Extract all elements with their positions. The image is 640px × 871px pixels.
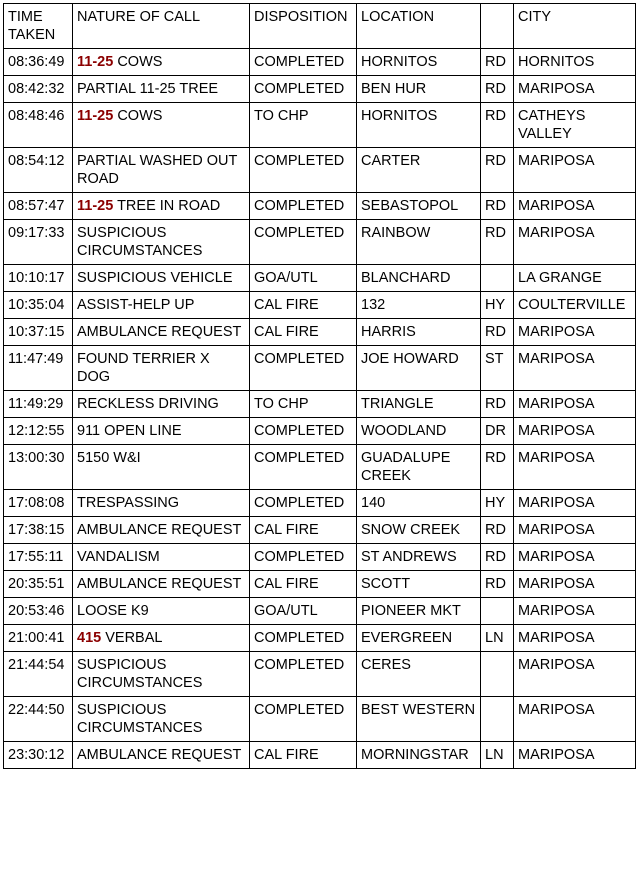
cell-location: HARRIS	[357, 319, 481, 346]
cell-time-taken: 23:30:12	[4, 742, 73, 769]
cell-city: MARIPOSA	[514, 220, 636, 265]
cell-disposition: COMPLETED	[250, 76, 357, 103]
table-row	[4, 490, 636, 517]
cell-nature-of-call	[73, 103, 250, 148]
cell-city: MARIPOSA	[514, 544, 636, 571]
table-row	[4, 625, 636, 652]
call-description: COWS	[113, 54, 163, 70]
cell-street-suffix: RD	[481, 544, 514, 571]
cell-location: WOODLAND	[357, 418, 481, 445]
cell-nature-of-call	[73, 292, 250, 319]
header-nature-of-call: NATURE OF CALL	[73, 4, 250, 49]
cell-street-suffix: DR	[481, 418, 514, 445]
cell-disposition: GOA/UTL	[250, 598, 357, 625]
cell-nature-of-call	[73, 76, 250, 103]
cell-city: MARIPOSA	[514, 148, 636, 193]
call-log-table	[3, 3, 636, 769]
header-row	[4, 4, 636, 49]
cell-disposition: CAL FIRE	[250, 742, 357, 769]
cell-city: MARIPOSA	[514, 391, 636, 418]
cell-time-taken: 09:17:33	[4, 220, 73, 265]
cell-city: MARIPOSA	[514, 418, 636, 445]
cell-street-suffix	[481, 265, 514, 292]
cell-nature-of-call	[73, 319, 250, 346]
cell-city: MARIPOSA	[514, 346, 636, 391]
cell-nature-of-call	[73, 49, 250, 76]
cell-location: EVERGREEN	[357, 625, 481, 652]
cell-disposition: TO CHP	[250, 391, 357, 418]
cell-time-taken: 20:53:46	[4, 598, 73, 625]
cell-street-suffix: RD	[481, 319, 514, 346]
call-description: PARTIAL WASHED OUT ROAD	[77, 153, 242, 187]
cell-location: SCOTT	[357, 571, 481, 598]
cell-street-suffix: LN	[481, 742, 514, 769]
cell-nature-of-call	[73, 598, 250, 625]
table-row	[4, 346, 636, 391]
call-description: LOOSE K9	[77, 603, 149, 619]
header-street-suffix	[481, 4, 514, 49]
cell-nature-of-call	[73, 346, 250, 391]
cell-disposition: GOA/UTL	[250, 265, 357, 292]
cell-street-suffix: LN	[481, 625, 514, 652]
table-row	[4, 76, 636, 103]
cell-disposition: COMPLETED	[250, 652, 357, 697]
call-description: SUSPICIOUS CIRCUMSTANCES	[77, 702, 203, 736]
cell-location: CARTER	[357, 148, 481, 193]
cell-nature-of-call	[73, 391, 250, 418]
table-row	[4, 193, 636, 220]
cell-location: GUADALUPE CREEK	[357, 445, 481, 490]
cell-city: MARIPOSA	[514, 742, 636, 769]
table-row	[4, 742, 636, 769]
table-row	[4, 319, 636, 346]
cell-location: CERES	[357, 652, 481, 697]
cell-city: MARIPOSA	[514, 319, 636, 346]
call-description: ASSIST-HELP UP	[77, 297, 195, 313]
table-row	[4, 391, 636, 418]
cell-city: MARIPOSA	[514, 76, 636, 103]
cell-location: HORNITOS	[357, 49, 481, 76]
cell-nature-of-call	[73, 445, 250, 490]
header-time-taken: TIME TAKEN	[4, 4, 73, 49]
cell-street-suffix: HY	[481, 490, 514, 517]
cell-location: BEST WESTERN	[357, 697, 481, 742]
cell-location: PIONEER MKT	[357, 598, 481, 625]
cell-city: COULTERVILLE	[514, 292, 636, 319]
table-row	[4, 445, 636, 490]
table-row	[4, 544, 636, 571]
cell-street-suffix: ST	[481, 346, 514, 391]
cell-street-suffix: RD	[481, 445, 514, 490]
table-row	[4, 652, 636, 697]
cell-location: JOE HOWARD	[357, 346, 481, 391]
call-description: SUSPICIOUS CIRCUMSTANCES	[77, 225, 203, 259]
table-row	[4, 697, 636, 742]
cell-street-suffix: RD	[481, 49, 514, 76]
table-row	[4, 571, 636, 598]
cell-disposition: TO CHP	[250, 103, 357, 148]
cell-disposition: COMPLETED	[250, 148, 357, 193]
table-row	[4, 49, 636, 76]
call-description: VANDALISM	[77, 549, 160, 565]
cell-nature-of-call	[73, 571, 250, 598]
cell-disposition: COMPLETED	[250, 49, 357, 76]
call-description: SUSPICIOUS VEHICLE	[77, 270, 233, 286]
cell-disposition: COMPLETED	[250, 445, 357, 490]
cell-street-suffix: RD	[481, 148, 514, 193]
cell-street-suffix: RD	[481, 571, 514, 598]
cell-location: BEN HUR	[357, 76, 481, 103]
table-row	[4, 418, 636, 445]
cell-nature-of-call	[73, 742, 250, 769]
header-disposition: DISPOSITION	[250, 4, 357, 49]
cell-city: LA GRANGE	[514, 265, 636, 292]
cell-street-suffix: RD	[481, 193, 514, 220]
cell-location: ST ANDREWS	[357, 544, 481, 571]
cell-time-taken: 08:42:32	[4, 76, 73, 103]
cell-city: MARIPOSA	[514, 697, 636, 742]
cell-nature-of-call	[73, 193, 250, 220]
cell-time-taken: 11:49:29	[4, 391, 73, 418]
cell-location: MORNINGSTAR	[357, 742, 481, 769]
cell-disposition: CAL FIRE	[250, 517, 357, 544]
cell-street-suffix	[481, 598, 514, 625]
call-description: TRESPASSING	[77, 495, 180, 511]
cell-location: TRIANGLE	[357, 391, 481, 418]
cell-time-taken: 08:36:49	[4, 49, 73, 76]
cell-nature-of-call	[73, 418, 250, 445]
cell-time-taken: 17:38:15	[4, 517, 73, 544]
call-code: 11-25	[77, 108, 114, 124]
cell-time-taken: 12:12:55	[4, 418, 73, 445]
table-row	[4, 265, 636, 292]
cell-city: MARIPOSA	[514, 625, 636, 652]
cell-street-suffix: RD	[481, 76, 514, 103]
cell-disposition: CAL FIRE	[250, 292, 357, 319]
cell-nature-of-call	[73, 148, 250, 193]
call-code: 415	[77, 630, 102, 646]
cell-nature-of-call	[73, 220, 250, 265]
cell-disposition: COMPLETED	[250, 220, 357, 265]
cell-location: BLANCHARD	[357, 265, 481, 292]
cell-time-taken: 17:55:11	[4, 544, 73, 571]
call-description: AMBULANCE REQUEST	[77, 324, 242, 340]
cell-city: MARIPOSA	[514, 598, 636, 625]
cell-street-suffix: RD	[481, 391, 514, 418]
cell-nature-of-call	[73, 517, 250, 544]
cell-disposition: COMPLETED	[250, 544, 357, 571]
call-description: TREE IN ROAD	[113, 198, 221, 214]
call-description: COWS	[113, 108, 163, 124]
cell-time-taken: 08:57:47	[4, 193, 73, 220]
cell-time-taken: 22:44:50	[4, 697, 73, 742]
cell-city: CATHEYS VALLEY	[514, 103, 636, 148]
cell-time-taken: 11:47:49	[4, 346, 73, 391]
cell-location: 140	[357, 490, 481, 517]
table-row	[4, 103, 636, 148]
cell-city: MARIPOSA	[514, 571, 636, 598]
cell-city: MARIPOSA	[514, 517, 636, 544]
call-description: AMBULANCE REQUEST	[77, 576, 242, 592]
cell-time-taken: 10:35:04	[4, 292, 73, 319]
cell-city: HORNITOS	[514, 49, 636, 76]
call-description: FOUND TERRIER X DOG	[77, 351, 214, 385]
table-row	[4, 598, 636, 625]
cell-street-suffix	[481, 652, 514, 697]
cell-location: RAINBOW	[357, 220, 481, 265]
cell-time-taken: 08:48:46	[4, 103, 73, 148]
cell-disposition: COMPLETED	[250, 625, 357, 652]
cell-city: MARIPOSA	[514, 445, 636, 490]
cell-disposition: COMPLETED	[250, 697, 357, 742]
cell-nature-of-call	[73, 490, 250, 517]
header-location: LOCATION	[357, 4, 481, 49]
table-row	[4, 148, 636, 193]
cell-street-suffix: RD	[481, 517, 514, 544]
cell-time-taken: 20:35:51	[4, 571, 73, 598]
cell-street-suffix	[481, 697, 514, 742]
cell-nature-of-call	[73, 265, 250, 292]
call-description: RECKLESS DRIVING	[77, 396, 219, 412]
cell-nature-of-call	[73, 544, 250, 571]
cell-nature-of-call	[73, 625, 250, 652]
cell-location: 132	[357, 292, 481, 319]
call-description: 911 OPEN LINE	[77, 423, 182, 439]
cell-disposition: COMPLETED	[250, 490, 357, 517]
cell-disposition: CAL FIRE	[250, 571, 357, 598]
table-row	[4, 220, 636, 265]
call-description: VERBAL	[101, 630, 163, 646]
table-row	[4, 517, 636, 544]
cell-time-taken: 10:37:15	[4, 319, 73, 346]
cell-city: MARIPOSA	[514, 193, 636, 220]
cell-city: MARIPOSA	[514, 652, 636, 697]
cell-time-taken: 21:44:54	[4, 652, 73, 697]
cell-nature-of-call	[73, 652, 250, 697]
cell-street-suffix: RD	[481, 220, 514, 265]
cell-time-taken: 13:00:30	[4, 445, 73, 490]
call-description: PARTIAL 11-25 TREE	[77, 81, 219, 97]
cell-location: HORNITOS	[357, 103, 481, 148]
cell-disposition: COMPLETED	[250, 346, 357, 391]
cell-disposition: COMPLETED	[250, 418, 357, 445]
cell-city: MARIPOSA	[514, 490, 636, 517]
cell-disposition: CAL FIRE	[250, 319, 357, 346]
call-code: 11-25	[77, 198, 114, 214]
header-city: CITY	[514, 4, 636, 49]
cell-location: SNOW CREEK	[357, 517, 481, 544]
cell-time-taken: 21:00:41	[4, 625, 73, 652]
cell-street-suffix: RD	[481, 103, 514, 148]
call-code: 11-25	[77, 54, 114, 70]
cell-time-taken: 08:54:12	[4, 148, 73, 193]
cell-street-suffix: HY	[481, 292, 514, 319]
table-row	[4, 292, 636, 319]
cell-time-taken: 17:08:08	[4, 490, 73, 517]
cell-nature-of-call	[73, 697, 250, 742]
call-description: 5150 W&I	[77, 450, 141, 466]
cell-location: SEBASTOPOL	[357, 193, 481, 220]
cell-disposition: COMPLETED	[250, 193, 357, 220]
call-description: AMBULANCE REQUEST	[77, 522, 242, 538]
call-description: SUSPICIOUS CIRCUMSTANCES	[77, 657, 203, 691]
cell-time-taken: 10:10:17	[4, 265, 73, 292]
call-description: AMBULANCE REQUEST	[77, 747, 242, 763]
